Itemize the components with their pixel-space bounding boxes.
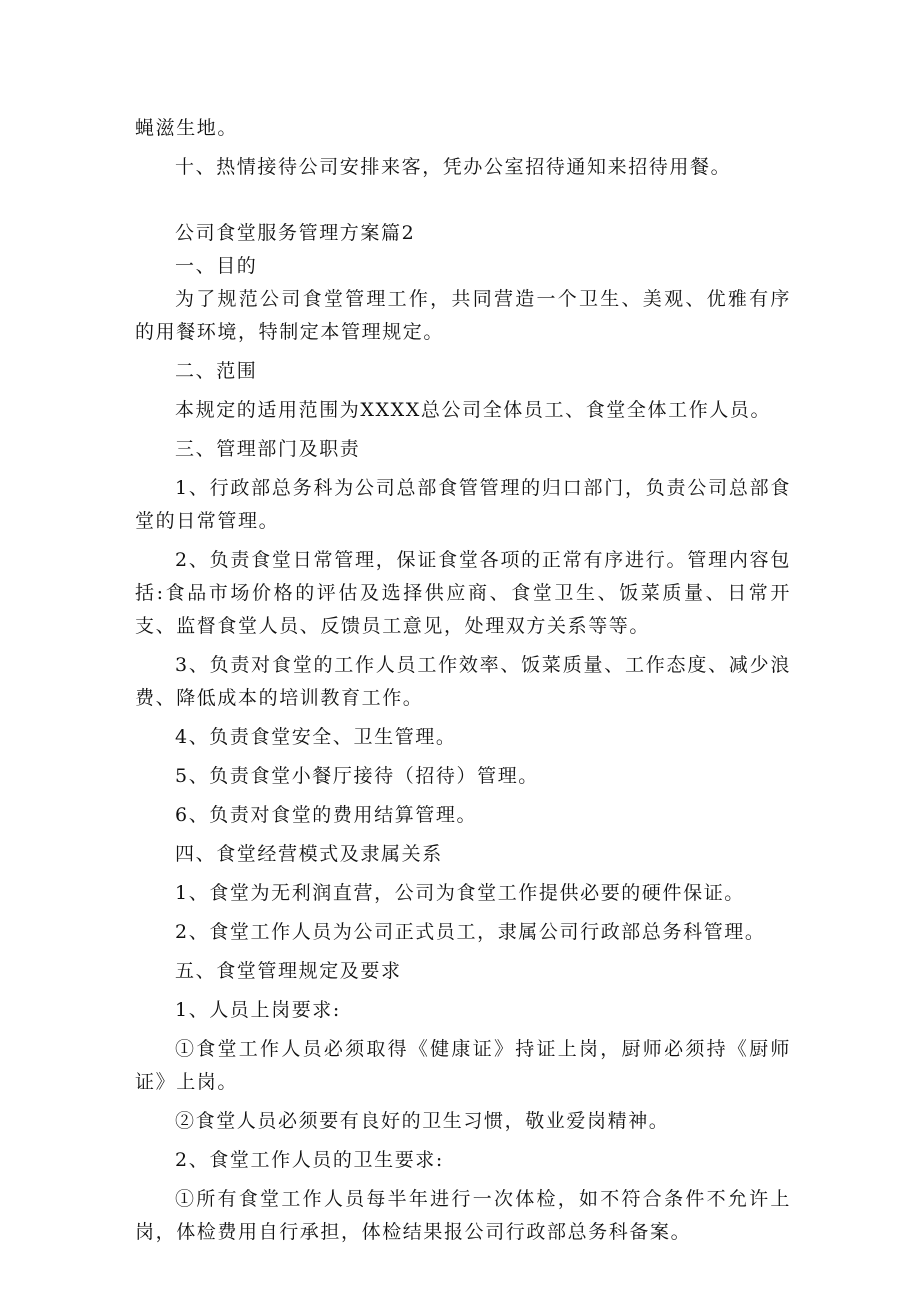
- paragraph-rules-1b: ②食堂人员必须要有良好的卫生习惯，敬业爱岗精神。: [175, 1110, 670, 1132]
- heading-scope: 二、范围: [175, 360, 258, 382]
- paragraph-resp-5: 5、负责食堂小餐厅接待（招待）管理。: [175, 765, 539, 787]
- heading-rules: 五、食堂管理规定及要求: [175, 960, 402, 982]
- paragraph-rules-1: 1、人员上岗要求:: [175, 999, 341, 1021]
- paragraph-rules-2a: ①所有食堂工作人员每半年进行一次体检，如不符合条件不允许上岗，体检费用自行承担，体检结果报公司行政部总务科备案。: [135, 1188, 791, 1243]
- paragraph-resp-4: 4、负责食堂安全、卫生管理。: [175, 726, 457, 748]
- section-title: 公司食堂服务管理方案篇2: [175, 222, 416, 244]
- paragraph-item-ten: 十、热情接待公司安排来客，凭办公室招待通知来招待用餐。: [175, 156, 732, 178]
- paragraph-rules-1a: ①食堂工作人员必须取得《健康证》持证上岗，厨师必须持《厨师证》上岗。: [135, 1038, 791, 1093]
- paragraph-rules-2: 2、食堂工作人员的卫生要求:: [175, 1149, 444, 1171]
- document-body: [135, 112, 791, 1249]
- paragraph-resp-1: 1、行政部总务科为公司总部食管管理的归口部门，负责公司总部食堂的日常管理。: [135, 477, 791, 532]
- paragraph-resp-6: 6、负责对食堂的费用结算管理。: [175, 804, 478, 826]
- paragraph-model-2: 2、食堂工作人员为公司正式员工，隶属公司行政部总务科管理。: [175, 921, 766, 943]
- paragraph-purpose: 为了规范公司食堂管理工作，共同营造一个卫生、美观、优雅有序的用餐环境，特制定本管理规定。: [135, 288, 791, 343]
- paragraph-scope: 本规定的适用范围为XXXX总公司全体员工、食堂全体工作人员。: [175, 399, 772, 421]
- paragraph-model-1: 1、食堂为无利润直营，公司为食堂工作提供必要的硬件保证。: [175, 882, 745, 904]
- paragraph-continuation: 蝇滋生地。: [135, 117, 239, 139]
- heading-operation-model: 四、食堂经营模式及隶属关系: [175, 843, 443, 865]
- heading-purpose: 一、目的: [175, 255, 258, 277]
- paragraph-resp-2: 2、负责食堂日常管理，保证食堂各项的正常有序进行。管理内容包括:食品市场价格的评估及选择供应商、食堂卫生、饭菜质量、日常开支、监督食堂人员、反馈员工意见，处理双方关系等等。: [135, 549, 791, 637]
- heading-responsibilities: 三、管理部门及职责: [175, 438, 361, 460]
- paragraph-resp-3: 3、负责对食堂的工作人员工作效率、饭菜质量、工作态度、减少浪费、降低成本的培训教育工作。: [135, 654, 791, 709]
